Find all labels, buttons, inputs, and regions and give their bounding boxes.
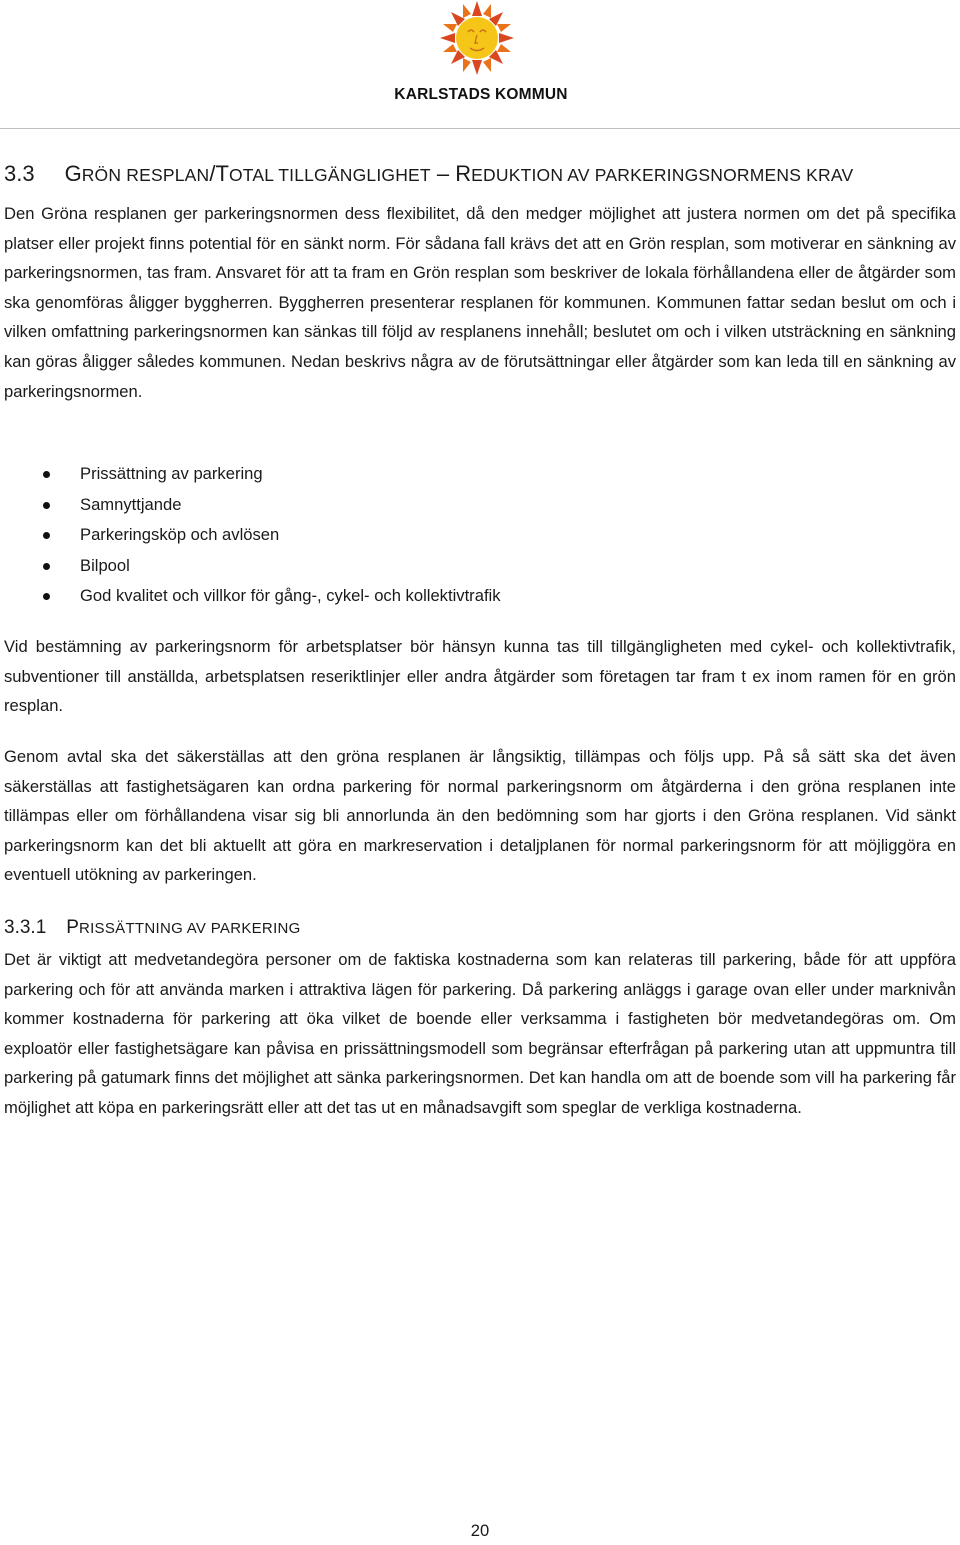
list-item bbox=[4, 520, 956, 551]
list-item-label: God kvalitet och villkor för gång-, cykel- och kollektivtrafik bbox=[80, 586, 501, 606]
section-title-part: /T bbox=[209, 161, 229, 186]
list-item-label: Samnyttjande bbox=[80, 494, 182, 514]
section-title-part: – R bbox=[430, 161, 472, 186]
pricing-paragraph: Det är viktigt att medvetandegöra personer om de faktiska kostnaderna som kan relateras till parkering, både för att uppföra parkering och för att använda marken i attraktiva lägen för parkering. Då parkering anläggs i garage ovan eller under marknivån kommer kostnaderna för parkering att öka vilket de boende eller verksamma i fastigheten bör medvetandegöras om. Om exploatör eller fastighetsägare kan påvisa en prissättningsmodell som begränsar efterfrågan på parkering utan att uppmuntra till parkering på gatumark finns det möjlighet att sänka parkeringsnormen. Det kan handla om att de boende som vill ha parkering får möjlighet att köpa en parkeringsrätt eller att det tas ut en månadsavgift som speglar de verkliga kostnaderna. bbox=[4, 950, 956, 1117]
section-title-part: RÖN RESPLAN bbox=[81, 165, 210, 185]
subsection-number: 3.3.1 bbox=[4, 917, 47, 938]
list-item bbox=[4, 490, 956, 521]
agreement-paragraph: Genom avtal ska det säkerställas att den gröna resplanen är långsiktig, tillämpas och följs upp. På så sätt ska det även säkerställas att fastighetsägaren kan ordna parkering för normal parkeringsnorm om åtgärderna i den gröna resplanen inte tillämpas eller om förhållandena visar sig bli annorlunda än den bedömning som har gjorts i den Gröna resplanen. Vid sänkt parkeringsnorm kan det bli aktuellt att göra en markreservation i detaljplanen för normal parkeringsnorm för att möjliggöra en eventuell utökning av parkeringen. bbox=[4, 747, 956, 885]
header-divider bbox=[0, 128, 960, 129]
bullet-icon bbox=[43, 563, 50, 570]
subsection-heading bbox=[4, 914, 301, 943]
bullet-icon bbox=[43, 471, 50, 478]
list-item-label: Bilpool bbox=[80, 555, 130, 575]
workplace-paragraph: Vid bestämning av parkeringsnorm för arbetsplatser bör hänsyn kunna tas till tillgängligheten med cykel- och kollektivtrafik, subventioner till anställda, arbetsplatsen reseriktlinjer eller andra åtgärder som företagen tar fram t ex inom ramen för en grön resplan. bbox=[4, 637, 956, 716]
subsection-title-part: RISSÄTTNING AV PARKERING bbox=[78, 920, 301, 937]
logo-text: KARLSTADS KOMMUN bbox=[394, 86, 568, 103]
list-item-label: Parkeringsköp och avlösen bbox=[80, 525, 280, 545]
section-heading bbox=[4, 160, 956, 189]
section-title-part: G bbox=[64, 161, 82, 186]
subsection-title-part: P bbox=[66, 917, 79, 938]
page-header bbox=[0, 0, 960, 118]
bullet-icon bbox=[43, 593, 50, 600]
list-item bbox=[4, 459, 956, 490]
page-number: 20 bbox=[470, 1521, 490, 1540]
bullet-icon bbox=[43, 532, 50, 539]
list-item bbox=[4, 551, 956, 582]
list-item bbox=[4, 581, 956, 612]
sun-logo-icon bbox=[437, 0, 517, 80]
list-item-label: Prissättning av parkering bbox=[80, 464, 263, 483]
section-title-part: OTAL TILLGÄNGLIGHET bbox=[228, 165, 431, 185]
intro-paragraph: Den Gröna resplanen ger parkeringsnormen dess flexibilitet, då den medger möjlighet att justera normen om det på specifika platser eller projekt finns potential för en sänkt norm. För sådana fall krävs det att en Grön resplan, som motiverar en sänkning av parkeringsnormen, tas fram. Ansvaret för att ta fram en Grön resplan som beskriver de lokala förhållandena eller de åtgärder som ska genomföras åligger byggherren. Byggherren presenterar resplanen för kommunen. Kommunen fattar sedan beslut om och i vilken omfattning parkeringsnormen kan sänkas till följd av resplanens innehåll; beslutet om och i vilken utsträckning en sänkning kan göras åligger således kommunen. Nedan beskrivs några av de förutsättningar eller åtgärder som kan leda till en sänkning av parkeringsnormen. bbox=[4, 204, 956, 401]
measures-list bbox=[4, 459, 956, 612]
section-number: 3.3 bbox=[4, 161, 35, 186]
bullet-icon bbox=[43, 502, 50, 509]
section-title-part: EDUKTION AV PARKERINGSNORMENS KRAV bbox=[471, 165, 854, 185]
